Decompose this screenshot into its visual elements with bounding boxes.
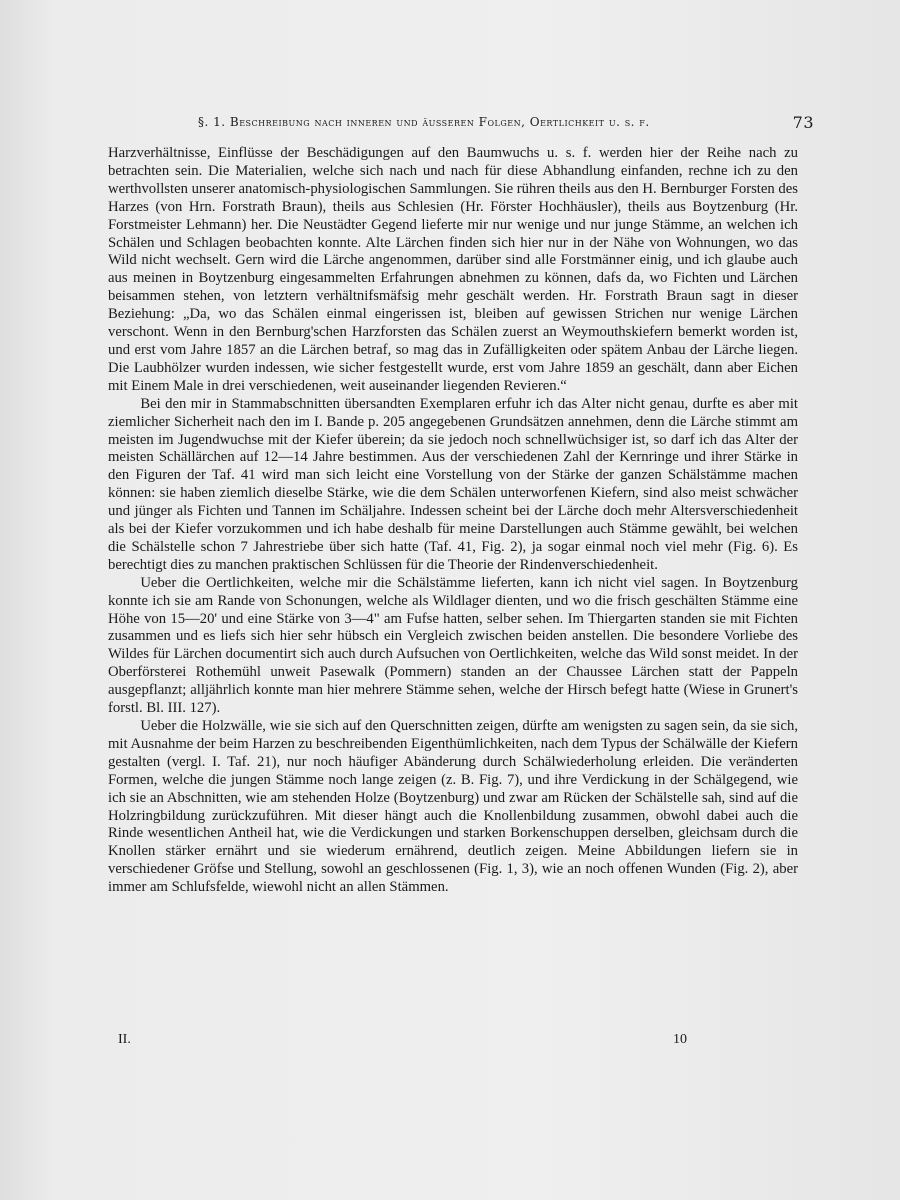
body-text (108, 145, 798, 897)
page-footer (118, 1032, 814, 1050)
section-heading: §. 1. Beschreibung nach inneren und äusseren Folgen, Oertlichkeit u. s. f. (198, 115, 650, 129)
signature-mark: II. (118, 1032, 131, 1047)
sheet-number: 10 (673, 1032, 687, 1047)
paragraph: Ueber die Oertlichkeiten, welche mir die Schälstämme lieferten, kann ich nicht viel sagen. In Boytzenburg konnte ich sie am Rande von Schonungen, welche als Wildlager dienten, und wo die frisch geschälten Stämme eine Höhe von 15—20' und eine Stärke von 3—4" am Fufse hatten, selber sehen. Im Thiergarten standen sie mit Fichten zusammen und es liefs sich hier sehr hübsch ein Vergleich zwischen beiden anstellen. Die besondere Vorliebe des Wildes für Lärchen documentirt sich auch durch Aufsuchen von Oertlichkeiten, welche das Wild sonst meidet. In der Oberförsterei Rothemühl unweit Pasewalk (Pommern) standen an der Chaussee Lärchen statt der Pappeln ausgepflanzt; alljährlich konnte man hier mehrere Stämme sehen, welche der Hirsch befegt hatte (Wiese in Grunert's forstl. Bl. III. 127). (108, 574, 798, 717)
paragraph: Bei den mir in Stammabschnitten übersandten Exemplaren erfuhr ich das Alter nicht genau, durfte es aber mit ziemlicher Sicherheit nach den im I. Bande p. 205 angegebenen Grundsätzen annehmen, denn die Lärche stimmt am meisten im Jugendwuchse mit der Kiefer überein; da sie jedoch noch schnellwüchsiger ist, so darf ich das Alter der meisten Schällärchen auf 12—14 Jahre bestimmen. Aus der verschiedenen Zahl der Kernringe und ihrer Stärke in den Figuren der Taf. 41 wird man sich leicht eine Vorstellung von der Stärke der ganzen Schälstämme machen können: sie haben ziemlich dieselbe Stärke, wie die dem Schälen unterworfenen Kiefern, sind also meist schwächer und jünger als Fichten und Tannen im Schäljahre. Indessen scheint bei der Lärche doch mehr Altersverschiedenheit als bei der Kiefer vorzukommen und ich habe deshalb für meine Darstellungen auch Stämme gewählt, bei welchen die Schälstelle schon 7 Jahrestriebe über sich hatte (Taf. 41, Fig. 2), ja sogar einmal noch viel mehr (Fig. 6). Es berechtigt dies zu manchen praktischen Schlüssen für die Theorie der Rindenverschiedenheit. (108, 395, 798, 573)
running-header (108, 113, 814, 135)
paragraph: Harzverhältnisse, Einflüsse der Beschädigungen auf den Baumwuchs u. s. f. werden hier der Reihe nach zu betrachten sein. Die Materialien, welche sich nach und nach für diese Abhandlung einfanden, rechne ich zu den werthvollsten unserer anatomisch-physiologischen Sammlungen. Sie rühren theils aus den H. Bernburger Forsten des Harzes (von Hrn. Forstrath Braun), theils aus Schlesien (Hr. Förster Hochhäusler), theils aus Boytzenburg (Hr. Forstmeister Lehmann) her. Die Neustädter Gegend lieferte mir nur wenige und nur junge Stämme, an welchen ich Schälen und Schlagen beobachten konnte. Alte Lärchen finden sich hier nur in der Nähe von Wohnungen, wo das Wild nicht wechselt. Gern wird die Lärche angenommen, darüber sind alle Forstmänner einig, und ich glaube auch aus meinen in Boytzenburg eingesammelten Erfahrungen abnehmen zu können, dafs da, wo Fichten und Lärchen beisammen stehen, von letztern verhältnifsmäfsig mehr geschält werden. Hr. Forstrath Braun sagt in dieser Beziehung: „Da, wo das Schälen einmal eingerissen ist, bleiben auf gewissen Strichen nur wenige Lärchen verschont. Wenn in den Bernburg'schen Harzforsten das Schälen zuerst an Weymouthskiefern bemerkt worden ist, und erst vom Jahre 1857 an die Lärchen betraf, so mag das in Zufälligkeiten oder spätem Anbau der Lärche liegen. Die Laubhölzer wurden indessen, wie sicher festgestellt wurde, erst vom Jahre 1859 an geschält, dann aber Eichen mit Einem Male in drei verschiedenen, weit auseinander liegenden Revieren.“ (108, 145, 798, 394)
paragraph: Ueber die Holzwälle, wie sie sich auf den Querschnitten zeigen, dürfte am wenigsten zu sagen sein, da sie sich, mit Ausnahme der beim Harzen zu beschreibenden Eigenthümlichkeiten, nach dem Typus der Schälwälle der Kiefern gestalten (vergl. I. Taf. 21), nur noch häufiger Abänderung durch Schälwiederholung erleiden. Die veränderten Formen, welche die jungen Stämme noch lange zeigen (z. B. Fig. 7), und ihre Verdickung in der Schälgegend, wie ich sie an Abschnitten, wie am stehenden Holze (Boytzenburg) und zwar am Rücken der Schälstelle sah, sind auf die Holzringbildung zurückzuführen. Mit dieser hängt auch die Knollenbildung zusammen, obwohl dabei auch die Rinde wesentlichen Antheil hat, wie die Verdickungen und starken Borkenschuppen derselben, gleichsam durch die Knollen stärker ernährt und sie wiederum ernährend, deutlich zeigen. Meine Abbildungen liefern sie in verschiedener Gröfse und Stellung, sowohl an geschlossenen (Fig. 1, 3), wie an noch offenen Wunden (Fig. 2), aber immer am Schlufsfelde, wiewohl nicht an allen Stämmen. (108, 718, 798, 896)
page-number: 73 (792, 113, 814, 132)
